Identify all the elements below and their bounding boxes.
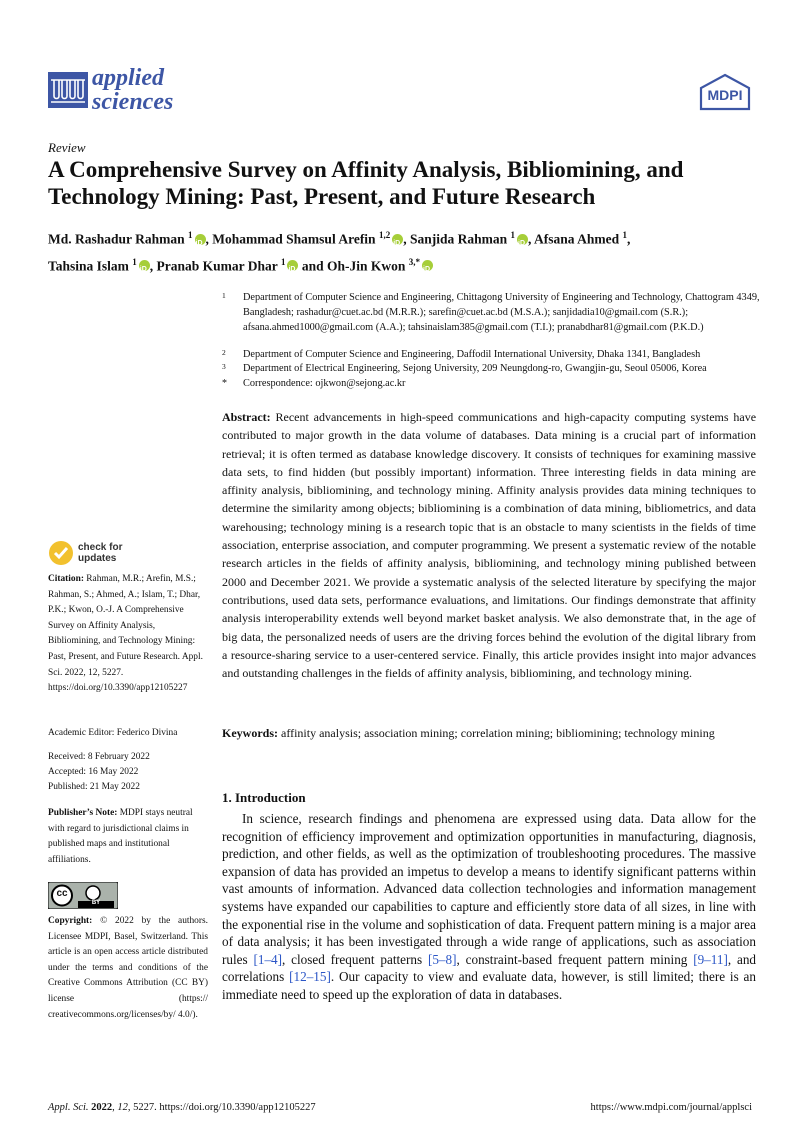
paragraph-text: , constraint-based frequent pattern mining — [456, 951, 694, 967]
copyright-block — [48, 914, 208, 1023]
author-name: Mohammad Shamsul Arefin — [212, 231, 376, 247]
orcid-icon[interactable] — [287, 260, 298, 271]
author-name: Afsana Ahmed — [534, 231, 620, 247]
footer-volume: 12 — [117, 1102, 128, 1113]
by-text: BY — [91, 900, 101, 906]
journal-name-line1: applied — [92, 65, 164, 91]
check-updates-line2: updates — [78, 553, 117, 564]
correspondence — [222, 376, 762, 391]
orcid-icon[interactable] — [139, 260, 150, 271]
author-affiliation-sup: 1 — [188, 230, 193, 240]
author-name: Tahsina Islam — [48, 258, 129, 273]
paragraph-text: In science, research findings and phenomena are expressed using data. Data allow for the recognition of efficiency improvement and optimization opportunities in manufacturing, diagnosis, prediction, and other fields, as well as the optimization of troubleshooting procedures. The massive expansion of data has provided an impetus to develop a means to identify significant patterns within vast amounts of information. Advanced data collection technologies and information management systems have expanded our capabilities to capture and efficiently store data of all sizes, in line with the exponential rise in the volume and sophistication of data. Frequent pattern mining is a major area of data analysis; it has been investigated through a wide range of applications, such as association rules — [222, 811, 756, 967]
author-separator: , — [205, 231, 209, 247]
introduction-paragraph — [222, 810, 756, 1004]
publisher-note-text: MDPI stays neutral with regard to jurisdictional claims in published maps and institutional affiliations. — [48, 808, 193, 865]
affiliation-number: * — [222, 378, 227, 389]
check-for-updates-button[interactable] — [48, 540, 138, 566]
cc-by-license-icon[interactable] — [48, 882, 118, 909]
mdpi-logo-icon — [697, 73, 753, 113]
published-date: Published: 21 May 2022 — [48, 782, 140, 792]
publisher-note — [48, 806, 208, 868]
affiliation-number: 2 — [222, 348, 226, 357]
publisher-note-label: Publisher’s Note: — [48, 808, 118, 818]
journal-name-line2: sciences — [92, 89, 174, 115]
paragraph-text: . Our capacity to view and evaluate data, however, is still limited; there is an immediate need to speed up the exploration of data in databases. — [222, 969, 757, 1002]
citation-label: Citation: — [48, 574, 84, 584]
mdpi-logo-text: MDPI — [707, 87, 743, 103]
affiliation-text: Department of Computer Science and Engineering, Chittagong University of Engineering and Technology, Chattogram 4349, Bangladesh; rashadur@cuet.ac.bd (M.R.R.); sarefin@cuet.ac.bd (M.S.A.); sanjidadia10@gmail.com (S.R.); afsana.ahmed1000@gmail.com (A.A.); tahsinaislam385@gmail.com (T.I.); pranabdhar81@gmail.com (P.K.D.) — [243, 292, 760, 333]
academic-editor: Academic Editor: Federico Divina — [48, 728, 178, 738]
footer-citation: Appl. Sci. 2022, 12, 5227. https://doi.org/10.3390/app12105227 — [48, 1102, 316, 1113]
author-affiliation-sup: 1 — [510, 230, 515, 240]
author-name: Pranab Kumar Dhar — [156, 258, 278, 273]
correspondence-text: Correspondence: ojkwon@sejong.ac.kr — [243, 378, 406, 389]
keywords — [222, 724, 756, 742]
received-date: Received: 8 February 2022 — [48, 752, 150, 762]
footer-year: 2022 — [91, 1102, 113, 1113]
author-affiliation-sup: 1 — [132, 256, 137, 267]
section-heading: 1. Introduction — [222, 790, 306, 805]
paragraph-text: , and correlations — [222, 951, 757, 985]
author-separator: , — [403, 231, 407, 247]
keywords-text: affinity analysis; association mining; correlation mining; bibliomining; technology mining — [281, 726, 715, 740]
paragraph-text: , closed frequent patterns — [282, 951, 428, 967]
abstract-label: Abstract: — [222, 410, 271, 424]
affiliation-3 — [222, 361, 762, 376]
author-name: Oh-Jin Kwon — [326, 258, 406, 273]
check-updates-icon — [48, 540, 74, 566]
citation-link[interactable]: [12–15] — [289, 969, 331, 985]
author-name: Sanjida Rahman — [409, 231, 508, 247]
citation-link[interactable]: [9–11] — [693, 951, 728, 967]
orcid-icon[interactable] — [392, 234, 403, 245]
copyright-text: © 2022 by the authors. Licensee MDPI, Basel, Switzerland. This article is an open access article distributed under the terms and conditions of the Creative Commons Attribution (CC BY) license (https:// creativecommons.org/licenses/by/ 4.0/). — [48, 916, 208, 1020]
affiliation-1 — [222, 290, 762, 335]
abstract — [222, 408, 756, 682]
footer-doi[interactable]: , 5227. https://doi.org/10.3390/app12105227 — [127, 1102, 316, 1113]
citation-link[interactable]: [5–8] — [427, 951, 457, 967]
citation-link[interactable]: [1–4] — [253, 951, 283, 967]
footer-journal-url[interactable]: https://www.mdpi.com/journal/applsci — [590, 1102, 752, 1113]
author-separator: , — [627, 231, 631, 247]
author-name: Md. Rashadur Rahman — [48, 231, 185, 247]
affiliation-text: Department of Electrical Engineering, Sejong University, 209 Neungdong-ro, Gwangjin-gu, Seoul 05006, Korea — [243, 363, 707, 374]
keywords-label: Keywords: — [222, 726, 278, 740]
affiliation-number: 1 — [222, 291, 226, 300]
author-list — [48, 224, 758, 277]
orcid-icon[interactable] — [517, 234, 528, 245]
article-type: Review — [48, 140, 86, 155]
abstract-text: Recent advancements in high-speed communications and high-capacity computing systems have contributed to major growth in the data volume of databases. Data mining is a crucial part of information retrieval; it is often termed as database knowledge discovery. It consists of techniques for examining massive data sets, to find hidden (but possibly important) information. Three interesting fields in data mining are affinity analysis, bibliomining, and technology mining. Affinity analysis provides data mining techniques to determine the similarity among objects; bibliomining is a combination of data mining, bibliometrics, and data warehousing; technology mining is a research topic that is an obstacle to many scientists in the fields of time association, enterprise association, and computer programming. We present a systematic review of the notable research articles in the fields of affinity analysis, bibliomining, and technology mining published between 2000 and December 2021. We provide a systematic analysis of the selected literature by specifying the major contributions, used data sets, performance evaluations, and limitations. Our findings demonstrate that affinity analysis interoperability extends well beyond market basket analysis. We also demonstrate that, in the age of big data, the personalized needs of users are the driving forces behind the evolution of the digital library from a resource-sharing service to a user-centered service. Finally, this article provides insight into major advances and outstanding challenges in the fields of affinity analysis, bibliomining, and technology mining. — [222, 410, 757, 681]
author-separator: , — [149, 258, 154, 273]
journal-name — [92, 66, 173, 114]
author-and: and — [301, 258, 324, 273]
author-affiliation-sup: 1,2 — [378, 230, 391, 240]
article-title: A Comprehensive Survey on Affinity Analysis, Bibliomining, and Technology Mining: Past, Present, and Future Research — [48, 157, 684, 209]
journal-logo-icon — [48, 72, 88, 108]
author-separator: , — [528, 231, 532, 247]
author-affiliation-sup: 3,* — [408, 256, 420, 267]
copyright-label: Copyright: — [48, 916, 93, 926]
affiliation-2 — [222, 347, 762, 362]
cc-text: cc — [56, 888, 68, 899]
orcid-icon[interactable] — [195, 234, 206, 245]
author-affiliation-sup: 1 — [280, 256, 286, 267]
check-updates-line1: check for — [78, 542, 123, 553]
citation-block — [48, 572, 208, 697]
accepted-date: Accepted: 16 May 2022 — [48, 767, 139, 777]
affiliation-text: Department of Computer Science and Engineering, Daffodil International University, Dhaka 1341, Bangladesh — [243, 349, 701, 360]
author-affiliation-sup: 1 — [622, 230, 628, 240]
orcid-icon[interactable] — [422, 260, 433, 271]
affiliation-number: 3 — [222, 362, 226, 371]
footer-journal: Appl. Sci. — [48, 1102, 89, 1113]
citation-text: Rahman, M.R.; Arefin, M.S.; Rahman, S.; Ahmed, A.; Islam, T.; Dhar, P.K.; Kwon, O.-J. A Comprehensive Survey on Affinity Analysis, Bibliomining, and Technology Mining: Past, Present, and Future Research. Appl. Sci. 2022, 12, 5227. https://doi.org/10.3390/app12105227 — [48, 574, 203, 694]
